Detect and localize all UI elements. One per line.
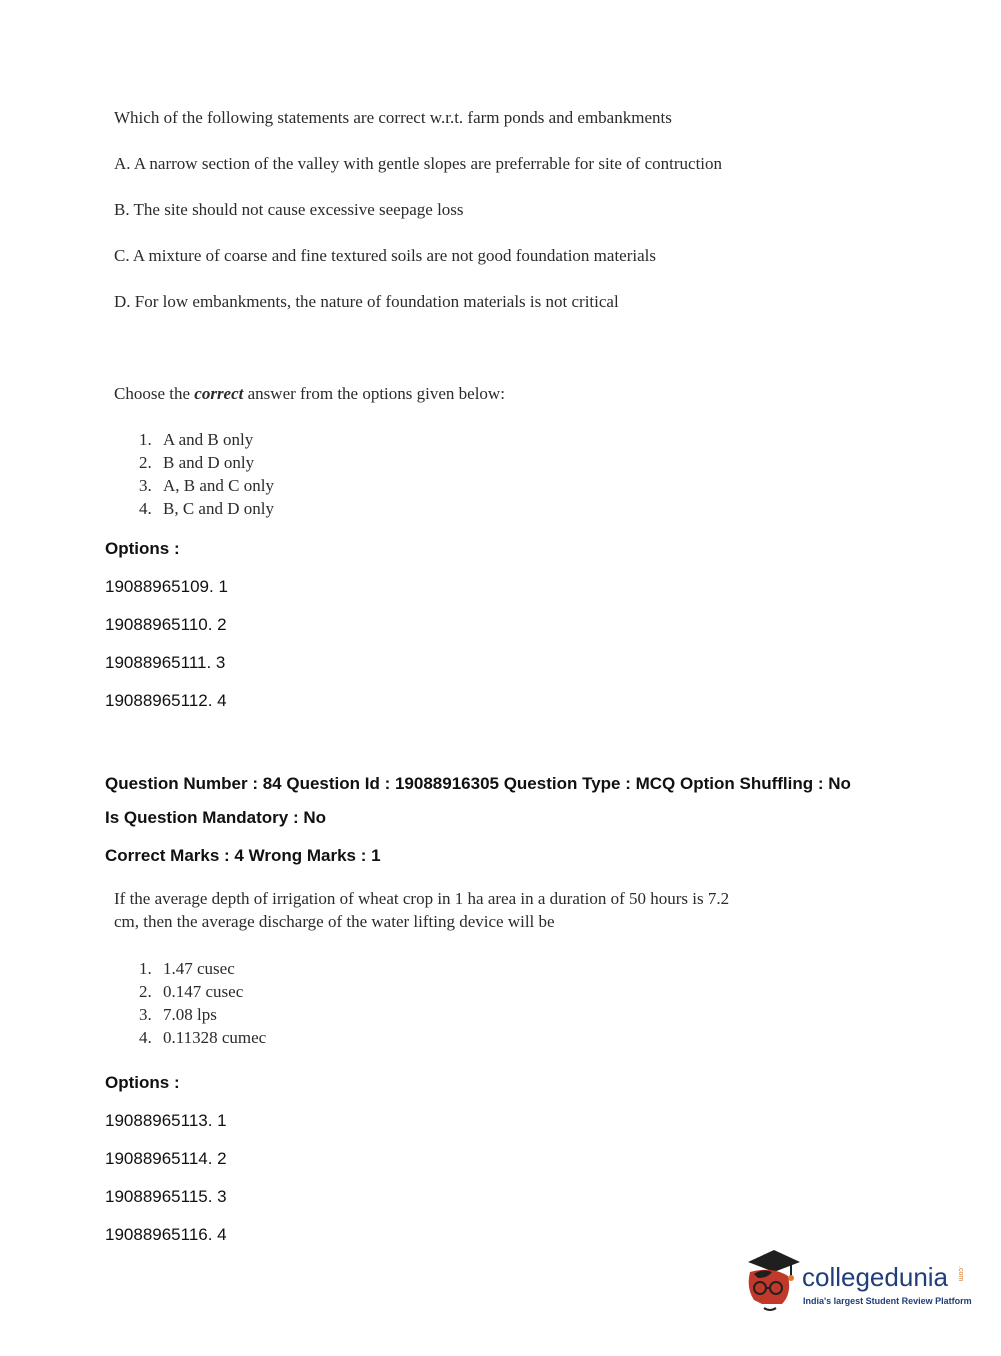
choice-item: 1. 1.47 cusec xyxy=(139,959,235,978)
option-id: 19088965113. 1 xyxy=(105,1111,227,1130)
statement-d: D. For low embankments, the nature of foundation materials is not critical xyxy=(114,292,619,311)
statement-b: B. The site should not cause excessive seepage loss xyxy=(114,200,464,219)
option-id: 19088965110. 2 xyxy=(105,615,227,634)
choice-item: 2. 0.147 cusec xyxy=(139,982,244,1001)
choice-item: 4. B, C and D only xyxy=(139,499,274,518)
question-stem-line2: cm, then the average discharge of the water lifting device will be xyxy=(114,912,555,931)
question-stem: Which of the following statements are correct w.r.t. farm ponds and embankments xyxy=(114,108,672,127)
choose-instruction: Choose the correct answer from the options given below: xyxy=(114,384,505,403)
statement-a: A. A narrow section of the valley with gentle slopes are preferrable for site of contruction xyxy=(114,154,723,173)
option-id: 19088965114. 2 xyxy=(105,1149,227,1168)
option-id: 19088965115. 3 xyxy=(105,1187,227,1206)
choice-item: 3. 7.08 lps xyxy=(139,1005,217,1024)
option-id: 19088965116. 4 xyxy=(105,1225,227,1244)
logo-wordmark: collegedunia xyxy=(802,1262,949,1292)
question-mandatory: Is Question Mandatory : No xyxy=(105,808,327,827)
choice-item: 4. 0.11328 cumec xyxy=(139,1028,267,1047)
choice-item: 1. A and B only xyxy=(139,430,254,449)
collegedunia-logo xyxy=(742,1248,972,1328)
logo-com: .com xyxy=(957,1266,964,1282)
choose-emphasis: correct xyxy=(194,384,244,403)
choice-item: 2. B and D only xyxy=(139,453,255,472)
choice-item: 3. A, B and C only xyxy=(139,476,274,495)
options-label: Options : xyxy=(105,1073,180,1092)
question-marks: Correct Marks : 4 Wrong Marks : 1 xyxy=(105,846,381,865)
logo-tagline: India's largest Student Review Platform xyxy=(803,1296,972,1306)
question-stem-line1: If the average depth of irrigation of wheat crop in 1 ha area in a duration of 50 hours is 7.2 xyxy=(114,889,730,908)
options-label: Options : xyxy=(105,539,180,558)
statement-c: C. A mixture of coarse and fine textured soils are not good foundation materials xyxy=(114,246,656,265)
option-id: 19088965109. 1 xyxy=(105,577,228,596)
mascot-icon xyxy=(742,1248,802,1318)
question-header: Question Number : 84 Question Id : 19088916305 Question Type : MCQ Option Shuffling : No xyxy=(105,774,851,793)
option-id: 19088965112. 4 xyxy=(105,691,227,710)
option-id: 19088965111. 3 xyxy=(105,653,226,672)
